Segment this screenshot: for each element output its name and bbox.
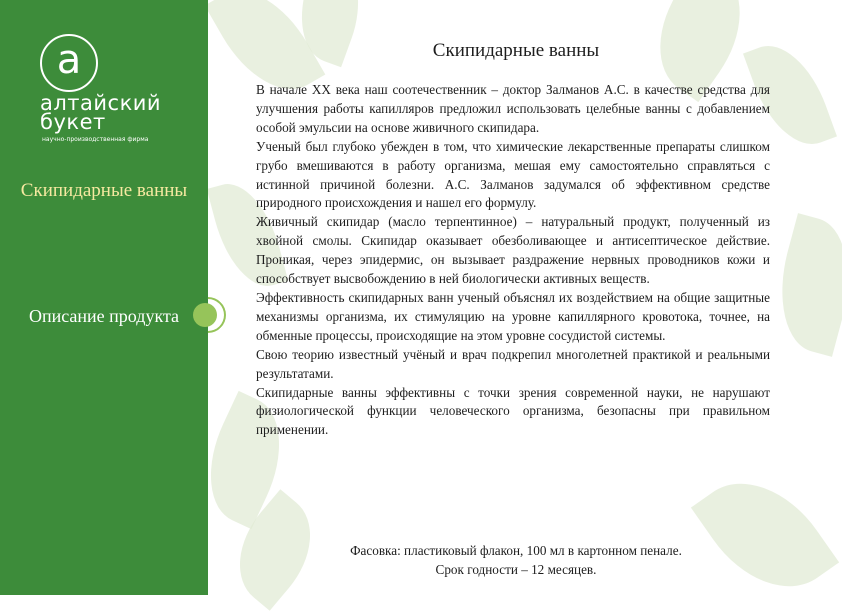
sidebar-section-label: Описание продукта bbox=[28, 306, 180, 326]
sidebar bbox=[0, 0, 208, 595]
shelf-life-info: Срок годности – 12 месяцев. bbox=[435, 562, 597, 577]
section-marker-dot bbox=[193, 303, 217, 327]
leaf-decoration bbox=[691, 456, 839, 614]
logo-mark-icon bbox=[40, 34, 98, 92]
page-title: Скипидарные ванны bbox=[432, 40, 600, 61]
paragraph: Скипидарные ванны эффективны с точки зрения современной науки, не нарушают физиологической функции человеческого организма, безопасны при правильном применении. bbox=[256, 384, 770, 438]
product-description bbox=[256, 81, 770, 440]
packaging-info: Фасовка: пластиковый флакон, 100 мл в картонном пенале. bbox=[350, 543, 682, 558]
brand-name-line1: алтайский bbox=[40, 91, 162, 115]
paragraph: Ученый был глубоко убежден в том, что химические лекарственные препараты слишком грубо вмешиваются в работу организма, мешая ему самостоятельно справляться с истинной причиной болезни. А.С. Залманов задумался об эффективном средстве природного происхождения и нашел его формулу. bbox=[256, 138, 770, 211]
product-footer bbox=[256, 541, 776, 579]
brand-name bbox=[40, 91, 210, 134]
paragraph: Живичный скипидар (масло терпентинное) – натуральный продукт, полученный из хвойной смолы. Скипидар оказывает обезболивающее и антисептическое действие. Проникая, через эпидермис, он вызывает раздражение нервных проводников кожи и способствует высвобождению в ней биологически активных веществ. bbox=[256, 214, 770, 287]
leaf-decoration bbox=[764, 213, 842, 357]
paragraph: В начале XX века наш соотечественник – доктор Залманов А.С. в качестве средства для улучшения работы капилляров предложил использовать целебные ванны с добавлением особой эмульсии на основе живичного скипидара. bbox=[256, 82, 770, 135]
paragraph: Эффективность скипидарных ванн ученый объяснял их воздействием на общие защитные механизмы организма, их стимуляцию на уровне капиллярного кровотока, точнее, на обменные процессы, происходящие на этом уровне сосудистой системы. bbox=[256, 289, 770, 343]
brand-name-line2: букет bbox=[40, 110, 106, 134]
paragraph: Свою теорию известный учёный и врач подкрепил многолетней практикой и реальными результатами. bbox=[256, 346, 770, 381]
brand-tagline: научно-производственная фирма bbox=[42, 136, 149, 143]
sidebar-title: Скипидарные ванны bbox=[20, 180, 188, 201]
logo-letter: a bbox=[56, 37, 82, 83]
